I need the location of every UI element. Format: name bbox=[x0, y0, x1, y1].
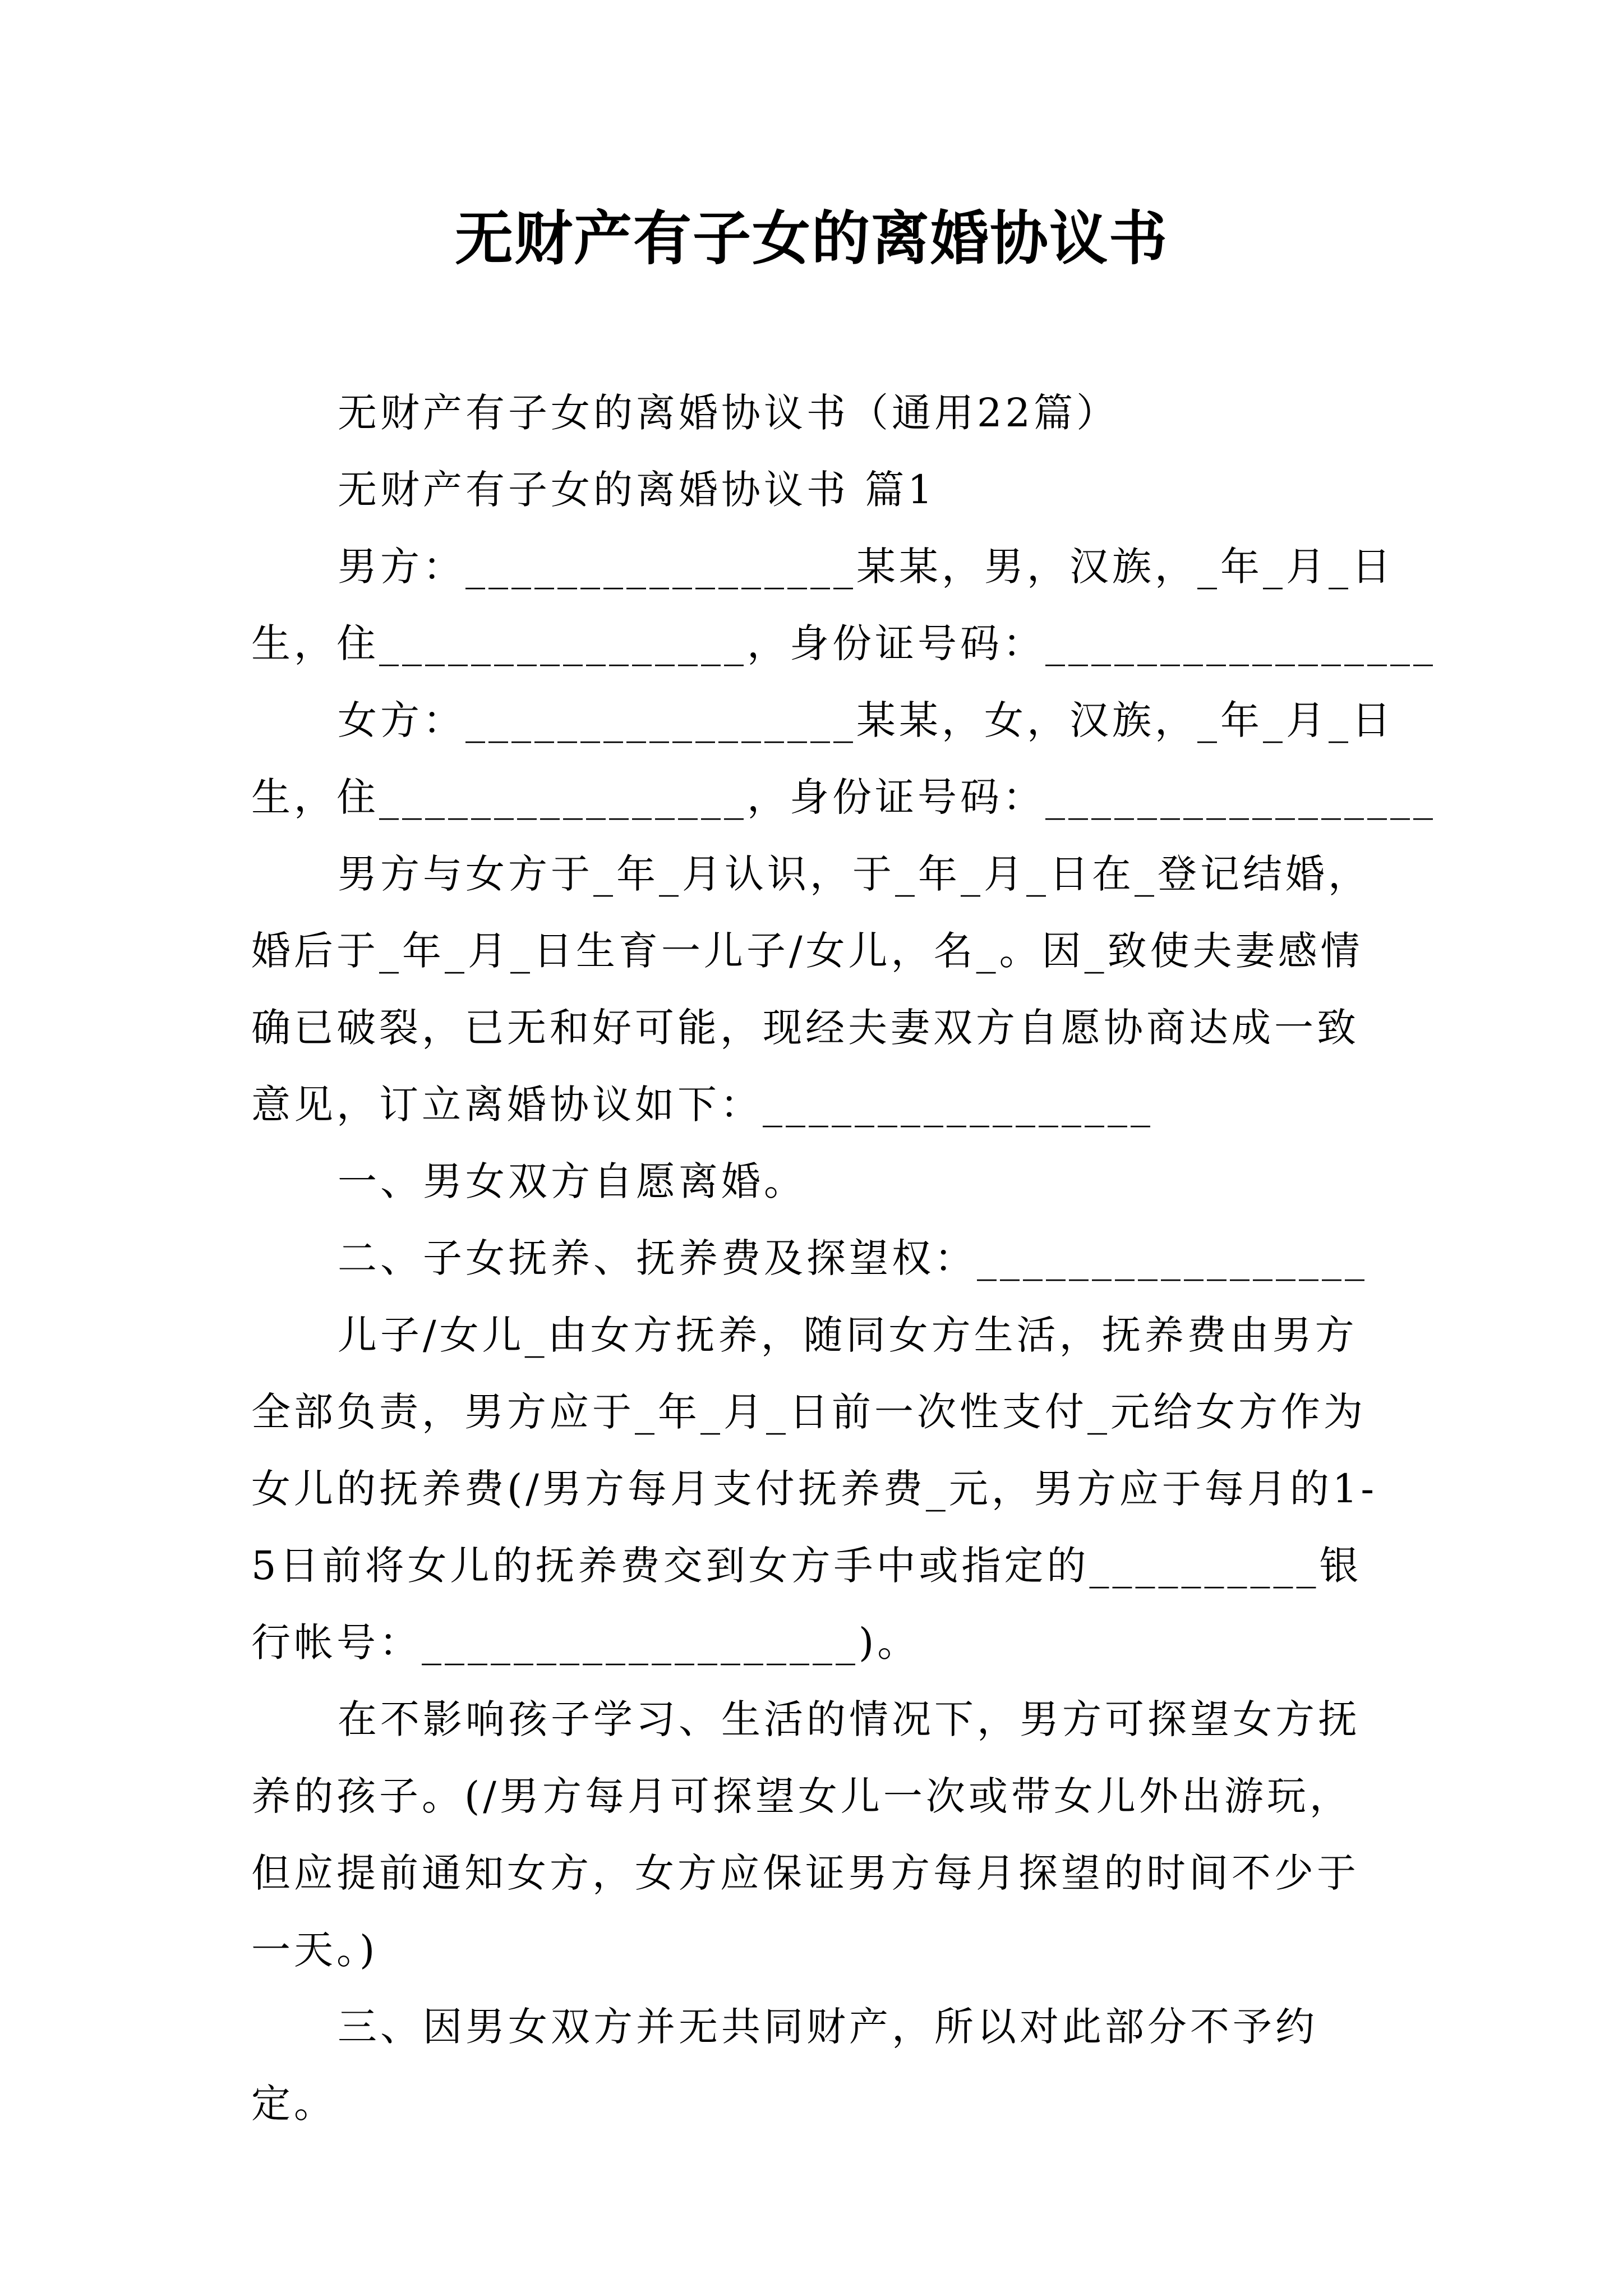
document-title: 无财产有子女的离婚协议书 bbox=[454, 204, 1168, 273]
document-body bbox=[251, 375, 1436, 2142]
clause-two-heading: 二、子女抚养、抚养费及探望权：_________________ bbox=[338, 1235, 1368, 1281]
marriage-background-paragraph: 男方与女方于_年_月认识，于_年_月_日在_登记结婚，婚后于_年_月_日生育一儿子/女儿，名_。因_致使夫妻感情确已破裂，已无和好可能，现经夫妻双方自愿协商达成一致意见，订立离婚协议如下：_________________ bbox=[251, 851, 1371, 1128]
clause-three: 三、因男女双方并无共同财产，所以对此部分不予约定。 bbox=[251, 2004, 1318, 2127]
female-party-line: 女方：_________________某某，女，汉族，_年_月_日 bbox=[338, 697, 1394, 743]
clause-one: 一、男女双方自愿离婚。 bbox=[338, 1158, 806, 1204]
male-party-line: 男方：_________________某某，男，汉族，_年_月_日 bbox=[338, 544, 1394, 590]
subtitle-paragraph: 无财产有子女的离婚协议书（通用22篇） bbox=[338, 390, 1119, 436]
male-party-address-line: 生，住________________，身份证号码：_________________ bbox=[251, 620, 1436, 666]
visitation-paragraph: 在不影响孩子学习、生活的情况下，男方可探望女方抚养的孩子。(/男方每月可探望女儿一次或带女儿外出游玩，但应提前通知女方，女方应保证男方每月探望的时间不少于一天。) bbox=[251, 1696, 1361, 1973]
female-party-address-line: 生，住________________，身份证号码：_________________ bbox=[251, 774, 1436, 820]
section-heading: 无财产有子女的离婚协议书 篇1 bbox=[338, 467, 936, 513]
child-custody-paragraph: 儿子/女儿_由女方抚养，随同女方生活，抚养费由男方全部负责，男方应于_年_月_日前一次性支付_元给女方作为女儿的抚养费(/男方每月支付抚养费_元，男方应于每月的1-5日前将女儿的抚养费交到女方手中或指定的__________银行帐号：___________________)。 bbox=[251, 1312, 1378, 1665]
